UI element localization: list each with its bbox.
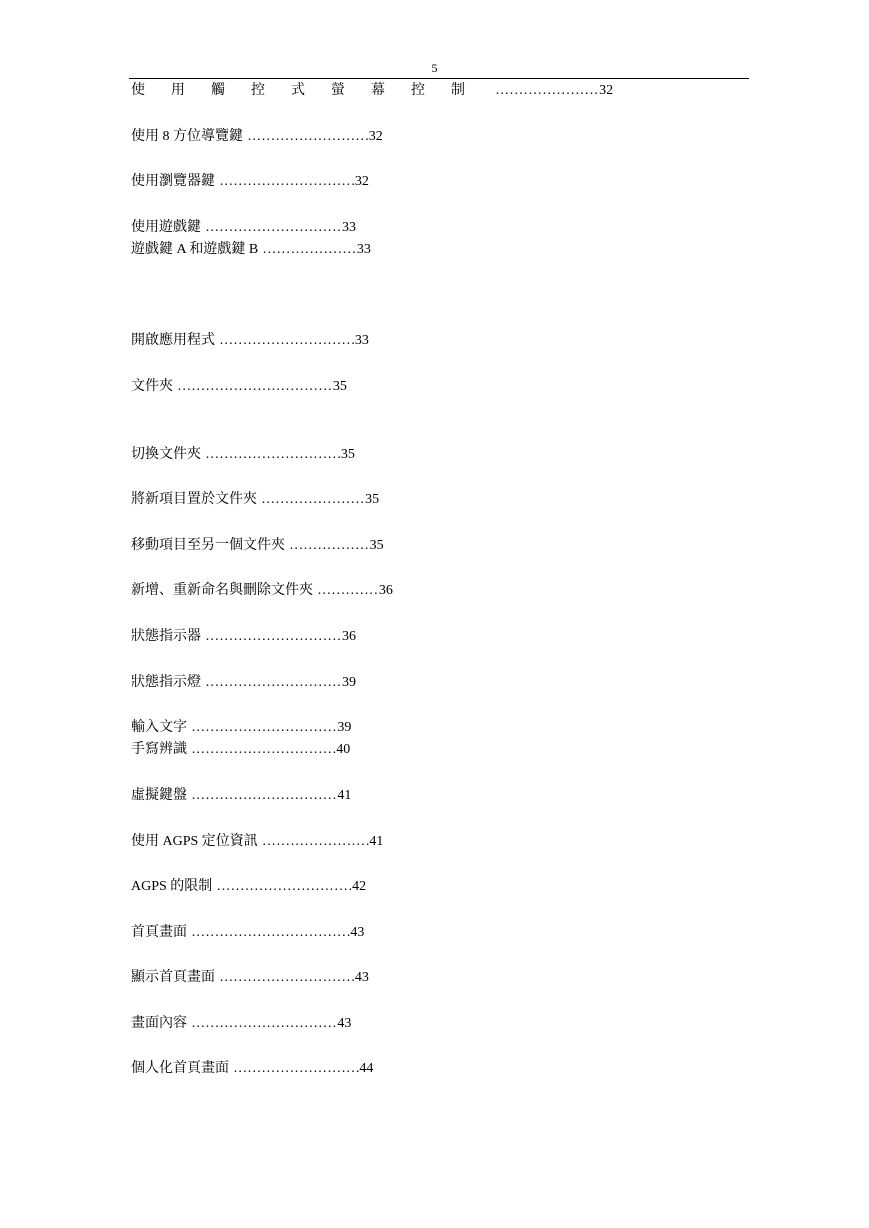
toc-entry-page: .32 [351, 174, 369, 189]
toc-entry-page: .33 [351, 333, 369, 348]
toc-entry-page: 35 [332, 379, 347, 394]
toc-entry-page: .41 [365, 834, 384, 849]
toc-entry[interactable] [131, 81, 613, 101]
toc-entry-leader: ...................... [491, 83, 600, 98]
toc-entry-title: 使用 8 方位導覽鍵 [131, 129, 243, 144]
toc-entry-leader: ............................. [201, 675, 342, 690]
toc-entry-page: .44 [355, 1061, 374, 1076]
toc-entry-leader: .............................. [187, 742, 333, 757]
toc-entry[interactable] [131, 968, 369, 988]
toc-entry-page: 39 [342, 675, 356, 690]
toc-entry-page: 43 [337, 1016, 352, 1031]
toc-entry-title: 將新項目置於文件夾 [131, 492, 257, 507]
toc-entry-page: .32 [365, 129, 383, 144]
toc-entry[interactable] [131, 331, 369, 351]
toc-entry-leader: ................................. [173, 379, 333, 394]
toc-entry-leader: ............................. [201, 629, 342, 644]
toc-entry[interactable] [131, 536, 384, 556]
toc-entry-page: .43 [346, 925, 365, 940]
toc-entry[interactable] [131, 786, 351, 806]
toc-entry-page: 39 [337, 720, 352, 735]
toc-entry-title: 顯示首頁畫面 [131, 970, 215, 985]
toc-entry-page: 35 [369, 538, 384, 553]
toc-entry-title: 狀態指示燈 [131, 675, 201, 690]
toc-entry[interactable] [131, 832, 383, 852]
toc-entry-leader: ............................ [201, 447, 338, 462]
toc-entry-leader: ......................... [243, 129, 366, 144]
toc-entry[interactable] [131, 377, 347, 397]
toc-entry-title: 使用觸控式螢幕控制 [131, 83, 491, 98]
toc-entry-title: 虛擬鍵盤 [131, 788, 187, 803]
toc-entry-page: 36 [342, 629, 356, 644]
toc-entry[interactable] [131, 490, 379, 510]
toc-entry-title: 狀態指示器 [131, 629, 201, 644]
toc-entry-title: 開啟應用程式 [131, 333, 215, 348]
toc-entry[interactable] [131, 127, 383, 147]
header-rule [129, 78, 749, 79]
toc-entry-page: 41 [337, 788, 352, 803]
toc-entry-page: .43 [351, 970, 369, 985]
toc-entry-leader: .......................... [229, 1061, 356, 1076]
toc-entry-title: 畫面內容 [131, 1016, 187, 1031]
toc-entry-page: .35 [337, 447, 355, 462]
toc-entry-title: 新增、重新命名與刪除文件夾 [131, 583, 313, 598]
toc-entry-leader: ............................ [215, 333, 352, 348]
toc-entry-page: .40 [332, 742, 351, 757]
toc-entry-title: 個人化首頁畫面 [131, 1061, 229, 1076]
toc-entry-title: 使用遊戲鍵 [131, 220, 201, 235]
toc-entry-page: 33 [342, 220, 356, 235]
toc-entry-leader: ............................ [215, 174, 352, 189]
toc-entry-leader: ............................... [187, 788, 338, 803]
toc-entry-page: 36 [378, 583, 393, 598]
page-number: 5 [431, 61, 438, 75]
toc-entry-leader: ................. [285, 538, 370, 553]
toc-entry-page: .42 [348, 879, 367, 894]
toc-entry-page: 32 [599, 83, 614, 98]
toc-entry[interactable] [131, 240, 371, 260]
toc-entry[interactable] [131, 445, 355, 465]
toc-entry-title: 使用 AGPS 定位資訊 [131, 834, 258, 849]
toc-entry[interactable] [131, 581, 393, 601]
toc-entry-title: 首頁畫面 [131, 925, 187, 940]
toc-entry-leader: ............................. [201, 220, 342, 235]
toc-entry[interactable] [131, 1059, 373, 1079]
toc-entry[interactable] [131, 627, 356, 647]
toc-entry-leader: ...................... [257, 492, 366, 507]
toc-entry-leader: ............. [313, 583, 379, 598]
toc-entry-leader: ................................. [187, 925, 347, 940]
toc-entry-leader: ...................... [257, 834, 366, 849]
toc-entry-leader: .................... [258, 242, 357, 257]
toc-entry[interactable] [131, 923, 364, 943]
toc-entry-title: AGPS 的限制 [131, 879, 213, 894]
toc-entry-page: 35 [365, 492, 380, 507]
toc-entry[interactable] [131, 740, 350, 760]
toc-entry[interactable] [131, 172, 369, 192]
toc-entry-leader: ............................ [215, 970, 352, 985]
toc-entry-leader: ............................... [187, 1016, 338, 1031]
toc-entry-title: 遊戲鍵 A 和遊戲鍵 B [131, 242, 259, 257]
toc-entry-leader: ............................ [212, 879, 349, 894]
toc-entry-title: 手寫辨識 [131, 742, 187, 757]
toc-entry[interactable] [131, 718, 351, 738]
toc-entry-title: 使用瀏覽器鍵 [131, 174, 215, 189]
toc-entry-leader: ............................... [187, 720, 338, 735]
toc-entry-title: 輸入文字 [131, 720, 187, 735]
toc-entry[interactable] [131, 877, 366, 897]
toc-entry[interactable] [131, 218, 356, 238]
toc-entry-title: 文件夾 [131, 379, 173, 394]
toc-entry-title: 移動項目至另一個文件夾 [131, 538, 285, 553]
toc-entry[interactable] [131, 673, 356, 693]
toc-entry-title: 切換文件夾 [131, 447, 201, 462]
toc-entry[interactable] [131, 1014, 351, 1034]
toc-entry-page: 33 [356, 242, 371, 257]
